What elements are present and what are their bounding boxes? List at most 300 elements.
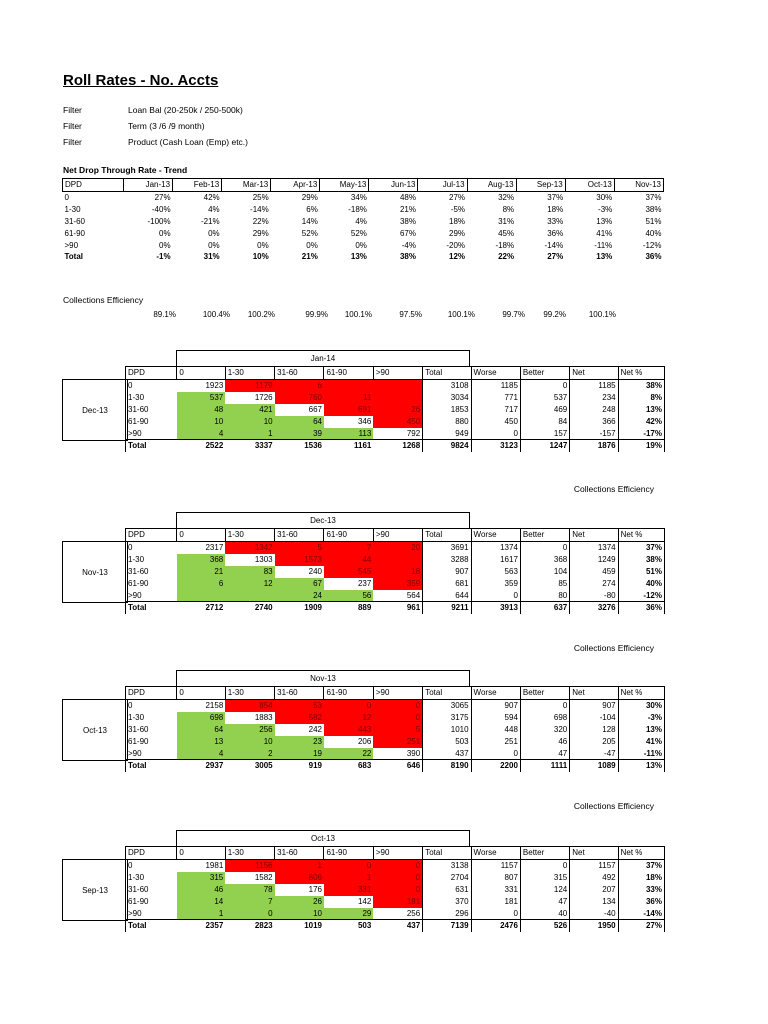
matrix-cell: 331 <box>471 884 520 896</box>
matrix-cell: -104 <box>570 712 618 724</box>
trend-row <box>63 240 664 252</box>
matrix-cell: 637 <box>520 602 569 614</box>
matrix-cell: 9211 <box>423 602 471 614</box>
matrix-cell: -40 <box>570 908 618 920</box>
trend-cell: 27% <box>154 192 171 202</box>
matrix-cell: 315 <box>177 872 225 884</box>
trend-cell: 27% <box>547 252 564 262</box>
matrix-cell: 5 <box>275 541 324 553</box>
matrix-cell: Total <box>126 440 177 452</box>
trend-cell: -12% <box>642 240 662 250</box>
matrix-cell: 459 <box>570 566 618 578</box>
matrix-cell: 698 <box>177 712 225 724</box>
matrix-cell: 421 <box>225 404 274 416</box>
matrix-row <box>126 590 665 602</box>
trend-column-header: Sep-13 <box>516 179 565 192</box>
matrix-cell: 61-90 <box>126 896 177 908</box>
matrix-cell: 1573 <box>275 554 324 566</box>
matrix-cell: 31-60 <box>126 724 177 736</box>
matrix-cell: 51% <box>618 566 664 578</box>
matrix-cell: 21 <box>177 566 225 578</box>
matrix-cell: 26 <box>275 896 324 908</box>
trend-cell: -18% <box>348 204 367 214</box>
matrix-row <box>126 566 665 578</box>
matrix-column-header: DPD <box>126 529 177 542</box>
trend-cell: 45% <box>498 228 515 238</box>
matrix-column-header: Better <box>520 687 569 700</box>
trend-cell: 61-90 <box>64 228 85 238</box>
matrix-cell: 67 <box>275 578 324 590</box>
trend-cell: 10% <box>252 252 269 262</box>
collections-efficiency-value: 100.2% <box>247 310 275 319</box>
matrix-cell: 907 <box>423 566 471 578</box>
matrix-cell: 23 <box>275 736 324 748</box>
matrix-cell: 564 <box>406 590 421 600</box>
trend-cell: 42% <box>203 192 220 202</box>
matrix-cell: 2200 <box>471 760 520 772</box>
matrix-cell: 36% <box>618 602 664 614</box>
matrix-cell: 12 <box>225 578 274 590</box>
matrix-cell: 771 <box>471 392 520 404</box>
matrix-cell: 806 <box>275 872 324 884</box>
matrix-cell: 1950 <box>570 920 618 932</box>
matrix-to-month: Jan-14 <box>176 350 470 367</box>
matrix-column-header: >90 <box>373 367 422 380</box>
trend-cell: -21% <box>200 216 220 226</box>
matrix-column-header: Total <box>423 367 471 380</box>
matrix-cell: 450 <box>373 416 422 428</box>
matrix-column-header: 1-30 <box>225 367 274 380</box>
matrix-cell: 0 <box>373 884 422 896</box>
matrix-cell: 2937 <box>177 760 225 772</box>
collections-efficiency-value: 100.1% <box>344 310 372 319</box>
trend-cell: 14% <box>301 216 318 226</box>
trend-cell: -18% <box>495 240 515 250</box>
matrix-cell: 1 <box>177 908 225 920</box>
matrix-column-header: Worse <box>471 847 520 860</box>
matrix-cell: 2317 <box>205 542 224 552</box>
matrix-cell: -157 <box>570 428 618 440</box>
matrix-cell: Total <box>126 602 177 614</box>
matrix-cell: 907 <box>570 699 618 711</box>
matrix-cell: 9824 <box>423 440 471 452</box>
matrix-cell: 64 <box>177 724 225 736</box>
trend-cell: 18% <box>449 216 466 226</box>
matrix-table <box>125 686 665 772</box>
trend-cell: -14% <box>544 240 564 250</box>
matrix-cell: 46 <box>177 884 225 896</box>
filter-label: Filter <box>63 137 82 147</box>
matrix-column-header: Total <box>423 529 471 542</box>
matrix-from-month: Dec-13 <box>62 379 128 441</box>
matrix-cell: -11% <box>618 748 664 760</box>
trend-cell: 0% <box>355 240 367 250</box>
matrix-cell: 157 <box>520 428 569 440</box>
matrix-cell: 0 <box>373 859 422 871</box>
trend-cell: 52% <box>350 228 367 238</box>
trend-cell: Total <box>64 252 84 262</box>
matrix-row <box>126 896 665 908</box>
matrix-cell: 181 <box>373 896 422 908</box>
matrix-cell: 545 <box>324 566 373 578</box>
trend-row <box>63 228 664 240</box>
trend-cell: 0% <box>306 240 318 250</box>
trend-column-header: Nov-13 <box>614 179 663 192</box>
roll-rate-matrix <box>62 670 672 800</box>
trend-cell: -20% <box>446 240 466 250</box>
matrix-column-header: 61-90 <box>324 687 373 700</box>
matrix-cell: 448 <box>471 724 520 736</box>
matrix-cell: 503 <box>324 920 373 932</box>
matrix-cell: 2823 <box>225 920 274 932</box>
trend-header-row <box>63 179 664 192</box>
matrix-row <box>126 699 665 711</box>
matrix-cell: 1883 <box>254 712 273 722</box>
matrix-cell: 7139 <box>423 920 471 932</box>
matrix-column-header: Net <box>570 687 618 700</box>
trend-row <box>63 216 664 228</box>
matrix-cell: 1303 <box>254 554 273 564</box>
matrix-cell: 469 <box>520 404 569 416</box>
matrix-column-header: Worse <box>471 687 520 700</box>
matrix-cell: 2158 <box>205 700 224 710</box>
matrix-cell: 64 <box>275 416 324 428</box>
matrix-cell: 646 <box>373 760 422 772</box>
trend-cell: -4% <box>401 240 416 250</box>
matrix-cell: 19% <box>618 440 664 452</box>
trend-cell: 4% <box>208 204 220 214</box>
matrix-cell: 30% <box>618 699 664 711</box>
trend-cell: 31% <box>498 216 515 226</box>
matrix-column-header: Worse <box>471 367 520 380</box>
matrix-cell: 492 <box>570 872 618 884</box>
matrix-cell: 0 <box>471 590 520 602</box>
matrix-cell: 2522 <box>177 440 225 452</box>
matrix-cell: 0 <box>373 712 422 724</box>
matrix-cell: 7 <box>324 541 373 553</box>
trend-cell: 27% <box>449 192 466 202</box>
matrix-cell: 40% <box>618 578 664 590</box>
matrix-cell: 22 <box>324 748 373 760</box>
matrix-cell: 18% <box>618 872 664 884</box>
matrix-cell: 5 <box>373 724 422 736</box>
matrix-cell: 2740 <box>225 602 274 614</box>
matrix-cell: 256 <box>225 724 274 736</box>
trend-cell: 52% <box>301 228 318 238</box>
matrix-cell: 537 <box>177 392 225 404</box>
matrix-cell: 1582 <box>254 872 273 882</box>
trend-cell: 34% <box>350 192 367 202</box>
trend-cell: 1-30 <box>64 204 81 214</box>
matrix-cell: 10 <box>225 416 274 428</box>
matrix-cell: 1247 <box>520 440 569 452</box>
matrix-cell: 1019 <box>275 920 324 932</box>
matrix-column-header: 1-30 <box>225 687 274 700</box>
matrix-cell: 242 <box>308 724 322 734</box>
trend-cell: -1% <box>156 252 171 262</box>
matrix-cell: 46 <box>520 736 569 748</box>
matrix-cell: 44 <box>324 554 373 566</box>
matrix-cell: 2357 <box>177 920 225 932</box>
matrix-row <box>126 736 665 748</box>
matrix-cell: 1 <box>324 872 373 884</box>
matrix-cell: 667 <box>308 404 322 414</box>
trend-cell: 4% <box>355 216 367 226</box>
matrix-cell: 38% <box>618 379 664 391</box>
matrix-cell: 582 <box>275 712 324 724</box>
trend-cell: -40% <box>151 204 171 214</box>
matrix-column-header: 31-60 <box>275 529 324 542</box>
matrix-cell: 698 <box>520 712 569 724</box>
matrix-total-row <box>126 920 665 932</box>
matrix-cell: 691 <box>324 404 373 416</box>
matrix-cell: 3175 <box>423 712 471 724</box>
matrix-cell: 29 <box>324 908 373 920</box>
matrix-row <box>126 884 665 896</box>
trend-column-header: Apr-13 <box>271 179 320 192</box>
trend-cell: 0% <box>257 240 269 250</box>
filter-label: Filter <box>63 121 82 131</box>
matrix-cell: 1161 <box>324 440 373 452</box>
matrix-cell: 1157 <box>570 859 618 871</box>
matrix-column-header: >90 <box>373 529 422 542</box>
matrix-cell: 644 <box>423 590 471 602</box>
matrix-cell: 3288 <box>423 554 471 566</box>
trend-cell: -100% <box>147 216 171 226</box>
matrix-cell: 207 <box>570 884 618 896</box>
trend-cell: 38% <box>399 216 416 226</box>
matrix-cell: 14 <box>177 896 225 908</box>
matrix-row <box>126 392 665 404</box>
matrix-cell: 3123 <box>471 440 520 452</box>
matrix-row <box>126 724 665 736</box>
trend-cell: 21% <box>399 204 416 214</box>
trend-cell: 22% <box>498 252 515 262</box>
matrix-cell: 949 <box>423 428 471 440</box>
matrix-cell: 6 <box>177 578 225 590</box>
matrix-cell: 176 <box>308 884 322 894</box>
matrix-cell: 3138 <box>423 859 471 871</box>
matrix-cell: 1-30 <box>126 712 177 724</box>
matrix-row <box>126 428 665 440</box>
matrix-collections-efficiency-label: Collections Efficiency <box>573 484 654 494</box>
collections-efficiency-value: 99.7% <box>502 310 525 319</box>
trend-column-header: Jul-13 <box>418 179 467 192</box>
trend-cell: 36% <box>547 228 564 238</box>
matrix-column-header: 0 <box>177 847 225 860</box>
matrix-cell: 437 <box>423 748 471 760</box>
matrix-from-month: Nov-13 <box>62 541 128 603</box>
matrix-cell: 56 <box>324 590 373 602</box>
trend-cell: 13% <box>596 216 613 226</box>
matrix-cell: 437 <box>373 920 422 932</box>
filter-value: Loan Bal (20-250k / 250-500k) <box>128 105 243 115</box>
matrix-cell: 331 <box>324 884 373 896</box>
matrix-row <box>126 541 665 553</box>
matrix-cell: 10 <box>275 908 324 920</box>
matrix-cell: -17% <box>618 428 664 440</box>
trend-column-header: Mar-13 <box>222 179 271 192</box>
collections-efficiency-label: Collections Efficiency <box>63 295 144 305</box>
matrix-column-header: Better <box>520 847 569 860</box>
trend-cell: -14% <box>250 204 269 214</box>
matrix-cell: 124 <box>520 884 569 896</box>
matrix-cell: 1 <box>225 428 274 440</box>
matrix-cell: 359 <box>471 578 520 590</box>
matrix-cell <box>373 392 422 404</box>
matrix-cell: 10 <box>225 736 274 748</box>
matrix-column-header: 0 <box>177 529 225 542</box>
matrix-cell: -47 <box>570 748 618 760</box>
trend-cell: >90 <box>64 240 79 250</box>
trend-cell: -3% <box>598 204 613 214</box>
matrix-cell: 0 <box>471 748 520 760</box>
matrix-row <box>126 578 665 590</box>
matrix-cell: 0 <box>373 872 422 884</box>
roll-rate-matrix <box>62 830 672 960</box>
matrix-cell: 13% <box>618 404 664 416</box>
trend-cell: 36% <box>645 252 662 262</box>
matrix-from-month: Sep-13 <box>62 859 128 921</box>
matrix-cell: 31-60 <box>126 884 177 896</box>
matrix-cell: 0 <box>520 699 569 711</box>
matrix-cell: 10 <box>177 416 225 428</box>
matrix-cell: 1185 <box>570 379 618 391</box>
matrix-cell <box>373 554 422 566</box>
matrix-cell: 1-30 <box>126 554 177 566</box>
matrix-cell: 104 <box>520 566 569 578</box>
matrix-cell: 0 <box>520 379 569 391</box>
filter-value: Product (Cash Loan (Emp) etc.) <box>128 137 248 147</box>
matrix-to-month: Oct-13 <box>176 830 470 847</box>
matrix-cell: 1374 <box>471 541 520 553</box>
matrix-cell: 683 <box>324 760 373 772</box>
matrix-cell: 3065 <box>423 699 471 711</box>
matrix-cell: >90 <box>126 748 177 760</box>
matrix-cell: 2476 <box>471 920 520 932</box>
matrix-cell: 1156 <box>225 859 274 871</box>
matrix-cell: 3108 <box>423 379 471 391</box>
matrix-column-header: Net % <box>618 847 664 860</box>
matrix-cell: 807 <box>471 872 520 884</box>
matrix-cell: >90 <box>126 428 177 440</box>
matrix-cell: 48 <box>177 404 225 416</box>
matrix-cell: 760 <box>275 392 324 404</box>
trend-cell: 0% <box>208 228 220 238</box>
trend-cell: -5% <box>450 204 466 214</box>
matrix-column-header: DPD <box>126 847 177 860</box>
matrix-column-header: Better <box>520 529 569 542</box>
matrix-row <box>126 379 665 391</box>
matrix-cell: 2 <box>225 748 274 760</box>
matrix-cell: 366 <box>570 416 618 428</box>
matrix-column-header: 31-60 <box>275 367 324 380</box>
matrix-column-header: Net <box>570 529 618 542</box>
matrix-cell: 526 <box>520 920 569 932</box>
matrix-cell: 20 <box>373 541 422 553</box>
matrix-cell: 240 <box>308 566 322 576</box>
matrix-cell: 27% <box>618 920 664 932</box>
matrix-cell: 368 <box>177 554 225 566</box>
matrix-cell: 1 <box>275 859 324 871</box>
matrix-header-row <box>126 529 665 542</box>
matrix-cell: 919 <box>275 760 324 772</box>
matrix-table <box>125 528 665 614</box>
roll-rate-matrix <box>62 512 672 642</box>
matrix-cell: 39 <box>275 428 324 440</box>
trend-column-header: Oct-13 <box>565 179 614 192</box>
matrix-column-header: Better <box>520 367 569 380</box>
trend-column-header: Aug-13 <box>467 179 516 192</box>
matrix-cell: 61-90 <box>126 736 177 748</box>
page-title: Roll Rates - No. Accts <box>63 72 219 89</box>
matrix-column-header: Net % <box>618 367 664 380</box>
matrix-cell: 205 <box>570 736 618 748</box>
matrix-cell: 37% <box>618 541 664 553</box>
matrix-cell: 251 <box>373 736 422 748</box>
matrix-cell: 251 <box>471 736 520 748</box>
matrix-cell: 0 <box>324 699 373 711</box>
matrix-cell: 450 <box>471 416 520 428</box>
matrix-column-header: 31-60 <box>275 687 324 700</box>
matrix-cell: 359 <box>373 578 422 590</box>
matrix-cell: 6 <box>275 379 324 391</box>
matrix-cell: 18 <box>373 566 422 578</box>
matrix-cell: 38% <box>618 554 664 566</box>
collections-efficiency-value: 89.1% <box>153 310 176 319</box>
matrix-total-row <box>126 602 665 614</box>
matrix-row <box>126 872 665 884</box>
matrix-column-header: Total <box>423 847 471 860</box>
matrix-column-header: 31-60 <box>275 847 324 860</box>
matrix-cell: 31-60 <box>126 404 177 416</box>
matrix-cell: 13% <box>618 760 664 772</box>
matrix-header-row <box>126 367 665 380</box>
matrix-cell: 3005 <box>225 760 274 772</box>
matrix-cell <box>177 590 225 602</box>
filter-label: Filter <box>63 105 82 115</box>
matrix-cell: 443 <box>324 724 373 736</box>
matrix-column-header: Total <box>423 687 471 700</box>
matrix-cell: 792 <box>406 428 421 438</box>
trend-cell: 29% <box>449 228 466 238</box>
matrix-column-header: 1-30 <box>225 847 274 860</box>
matrix-column-header: Net <box>570 367 618 380</box>
trend-cell: 32% <box>498 192 515 202</box>
matrix-column-header: >90 <box>373 847 422 860</box>
trend-cell: 29% <box>301 192 318 202</box>
matrix-total-row <box>126 760 665 772</box>
trend-cell: 30% <box>596 192 613 202</box>
matrix-cell: 84 <box>520 416 569 428</box>
matrix-row <box>126 748 665 760</box>
matrix-collections-efficiency-label: Collections Efficiency <box>573 801 654 811</box>
matrix-cell <box>373 379 422 391</box>
matrix-cell: 0 <box>520 859 569 871</box>
matrix-row <box>126 404 665 416</box>
matrix-cell: 1-30 <box>126 872 177 884</box>
matrix-cell: 0 <box>126 379 177 391</box>
matrix-cell: 961 <box>373 602 422 614</box>
collections-efficiency-value: 99.2% <box>543 310 566 319</box>
matrix-column-header: Worse <box>471 529 520 542</box>
matrix-to-month: Nov-13 <box>176 670 470 687</box>
collections-efficiency-value: 100.1% <box>447 310 475 319</box>
trend-cell: 41% <box>596 228 613 238</box>
matrix-cell: 31-60 <box>126 566 177 578</box>
matrix-cell: 26 <box>373 404 422 416</box>
matrix-cell: 274 <box>570 578 618 590</box>
